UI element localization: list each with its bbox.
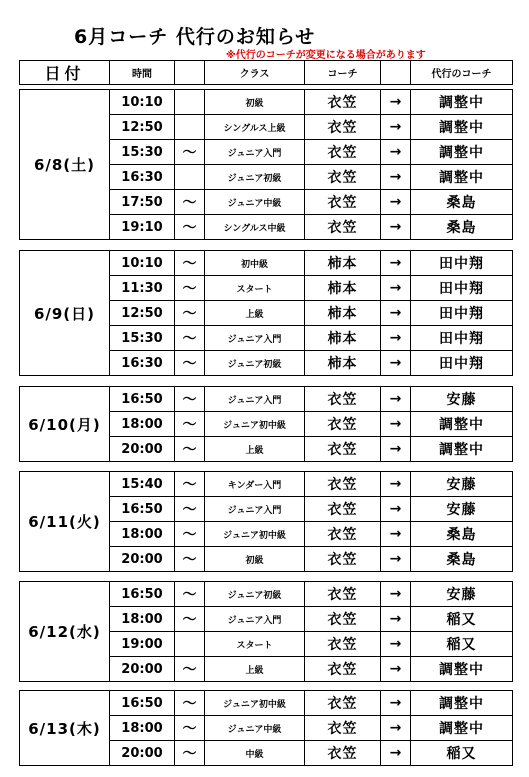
day-table [19,386,513,462]
class-cell: ジュニア初級 [205,351,305,376]
tilde-cell: 〜 [175,607,205,632]
coach-cell: 衣笠 [305,497,381,522]
arrow-cell: → [381,607,411,632]
arrow-cell: → [381,716,411,741]
class-cell: ジュニア入門 [205,387,305,412]
arrow-cell: → [381,190,411,215]
table-row [20,582,513,607]
class-cell: ジュニア初中級 [205,412,305,437]
time-cell: 12:50 [110,115,175,140]
substitute-cell: 桑島 [411,215,513,240]
substitute-cell: 調整中 [411,165,513,190]
substitute-cell: 安藤 [411,387,513,412]
substitute-cell: 調整中 [411,115,513,140]
coach-cell: 衣笠 [305,632,381,657]
substitute-cell: 調整中 [411,90,513,115]
date-cell: 6/13(木) [20,691,110,766]
arrow-cell: → [381,691,411,716]
substitute-cell: 田中翔 [411,301,513,326]
header-date: 日付 [20,61,110,85]
substitute-cell: 桑島 [411,547,513,572]
substitute-cell: 調整中 [411,691,513,716]
arrow-cell: → [381,741,411,766]
time-cell: 18:00 [110,522,175,547]
class-cell: ジュニア初中級 [205,522,305,547]
class-cell: ジュニア中級 [205,190,305,215]
arrow-cell: → [381,522,411,547]
substitute-cell: 田中翔 [411,351,513,376]
tilde-cell: 〜 [175,522,205,547]
header-coach: コーチ [305,61,381,85]
tilde-cell: 〜 [175,497,205,522]
time-cell: 10:10 [110,251,175,276]
day-table [19,250,513,376]
tilde-cell [175,115,205,140]
class-cell: 中級 [205,741,305,766]
substitute-cell: 田中翔 [411,326,513,351]
class-cell: ジュニア初級 [205,582,305,607]
time-cell: 16:50 [110,691,175,716]
date-cell: 6/9(日) [20,251,110,376]
header-arrow [381,61,411,85]
class-cell: ジュニア入門 [205,607,305,632]
class-cell: 上級 [205,301,305,326]
header-table [19,60,513,85]
tilde-cell: 〜 [175,301,205,326]
arrow-cell: → [381,657,411,682]
coach-cell: 衣笠 [305,522,381,547]
class-cell: スタート [205,632,305,657]
time-cell: 16:30 [110,165,175,190]
class-cell: 上級 [205,657,305,682]
coach-cell: 衣笠 [305,547,381,572]
time-cell: 19:00 [110,632,175,657]
coach-cell: 衣笠 [305,437,381,462]
coach-cell: 柿本 [305,351,381,376]
arrow-cell: → [381,437,411,462]
time-cell: 16:50 [110,497,175,522]
arrow-cell: → [381,412,411,437]
class-cell: シングルス上級 [205,115,305,140]
time-cell: 10:10 [110,90,175,115]
tilde-cell: 〜 [175,691,205,716]
substitute-cell: 安藤 [411,472,513,497]
coach-cell: 衣笠 [305,140,381,165]
class-cell: ジュニア入門 [205,497,305,522]
class-cell: ジュニア初級 [205,165,305,190]
tilde-cell: 〜 [175,276,205,301]
tilde-cell: 〜 [175,547,205,572]
coach-cell: 柿本 [305,301,381,326]
tilde-cell: 〜 [175,215,205,240]
class-cell: ジュニア入門 [205,326,305,351]
class-cell: ジュニア中級 [205,716,305,741]
class-cell: 初級 [205,90,305,115]
arrow-cell: → [381,251,411,276]
arrow-cell: → [381,301,411,326]
header-row [20,61,513,85]
coach-cell: 衣笠 [305,412,381,437]
arrow-cell: → [381,351,411,376]
date-cell: 6/11(火) [20,472,110,572]
substitute-cell: 調整中 [411,716,513,741]
class-cell: スタート [205,276,305,301]
time-cell: 20:00 [110,741,175,766]
class-cell: 初中級 [205,251,305,276]
arrow-cell: → [381,215,411,240]
coach-cell: 衣笠 [305,215,381,240]
substitute-cell: 桑島 [411,190,513,215]
substitute-cell: 稲又 [411,632,513,657]
tilde-cell: 〜 [175,351,205,376]
header-tilde [175,61,205,85]
time-cell: 20:00 [110,437,175,462]
coach-cell: 衣笠 [305,691,381,716]
class-cell: ジュニア初中級 [205,691,305,716]
time-cell: 18:00 [110,607,175,632]
substitute-cell: 安藤 [411,497,513,522]
substitute-cell: 稲又 [411,607,513,632]
day-table [19,89,513,240]
substitute-cell: 桑島 [411,522,513,547]
tilde-cell: 〜 [175,190,205,215]
time-cell: 16:50 [110,387,175,412]
substitute-cell: 安藤 [411,582,513,607]
substitute-cell: 田中翔 [411,276,513,301]
arrow-cell: → [381,582,411,607]
time-cell: 15:40 [110,472,175,497]
time-cell: 17:50 [110,190,175,215]
time-cell: 20:00 [110,657,175,682]
day-table [19,581,513,682]
time-cell: 16:30 [110,351,175,376]
arrow-cell: → [381,90,411,115]
tilde-cell: 〜 [175,326,205,351]
change-notice: ※代行のコーチが変更になる場合があります [226,50,426,61]
date-cell: 6/8(土) [20,90,110,240]
coach-cell: 衣笠 [305,387,381,412]
class-cell: シングルス中級 [205,215,305,240]
arrow-cell: → [381,115,411,140]
class-cell: 初級 [205,547,305,572]
time-cell: 15:30 [110,140,175,165]
table-row [20,90,513,115]
arrow-cell: → [381,326,411,351]
tilde-cell: 〜 [175,472,205,497]
coach-cell: 衣笠 [305,115,381,140]
coach-cell: 衣笠 [305,190,381,215]
class-cell: 上級 [205,437,305,462]
table-row [20,472,513,497]
arrow-cell: → [381,276,411,301]
time-cell: 12:50 [110,301,175,326]
arrow-cell: → [381,497,411,522]
time-cell: 18:00 [110,716,175,741]
tilde-cell: 〜 [175,412,205,437]
page-title: 6月コーチ 代行のお知らせ [74,26,316,48]
tilde-cell: 〜 [175,716,205,741]
tilde-cell: 〜 [175,582,205,607]
date-cell: 6/12(水) [20,582,110,682]
header-time: 時間 [110,61,175,85]
arrow-cell: → [381,547,411,572]
coach-cell: 衣笠 [305,582,381,607]
substitute-cell: 調整中 [411,412,513,437]
table-row [20,387,513,412]
table-row [20,251,513,276]
time-cell: 18:00 [110,412,175,437]
time-cell: 15:30 [110,326,175,351]
coach-cell: 衣笠 [305,90,381,115]
day-table [19,471,513,572]
time-cell: 20:00 [110,547,175,572]
time-cell: 11:30 [110,276,175,301]
class-cell: キンダー入門 [205,472,305,497]
tilde-cell: 〜 [175,387,205,412]
coach-cell: 柿本 [305,326,381,351]
coach-cell: 衣笠 [305,657,381,682]
substitute-cell: 田中翔 [411,251,513,276]
tilde-cell: 〜 [175,657,205,682]
arrow-cell: → [381,387,411,412]
tilde-cell [175,90,205,115]
substitute-cell: 稲又 [411,741,513,766]
arrow-cell: → [381,140,411,165]
tilde-cell: 〜 [175,741,205,766]
tilde-cell: 〜 [175,140,205,165]
class-cell: ジュニア入門 [205,140,305,165]
tilde-cell: 〜 [175,251,205,276]
time-cell: 19:10 [110,215,175,240]
coach-cell: 衣笠 [305,472,381,497]
date-cell: 6/10(月) [20,387,110,462]
arrow-cell: → [381,165,411,190]
substitute-cell: 調整中 [411,657,513,682]
day-table [19,690,513,766]
coach-cell: 衣笠 [305,716,381,741]
coach-cell: 柿本 [305,251,381,276]
tilde-cell [175,165,205,190]
coach-cell: 衣笠 [305,741,381,766]
substitute-cell: 調整中 [411,437,513,462]
arrow-cell: → [381,632,411,657]
time-cell: 16:50 [110,582,175,607]
coach-cell: 柿本 [305,276,381,301]
table-row [20,691,513,716]
coach-cell: 衣笠 [305,607,381,632]
substitute-cell: 調整中 [411,140,513,165]
header-class: クラス [205,61,305,85]
coach-cell: 衣笠 [305,165,381,190]
arrow-cell: → [381,472,411,497]
header-substitute: 代行のコーチ [411,61,513,85]
tilde-cell [175,632,205,657]
tilde-cell: 〜 [175,437,205,462]
